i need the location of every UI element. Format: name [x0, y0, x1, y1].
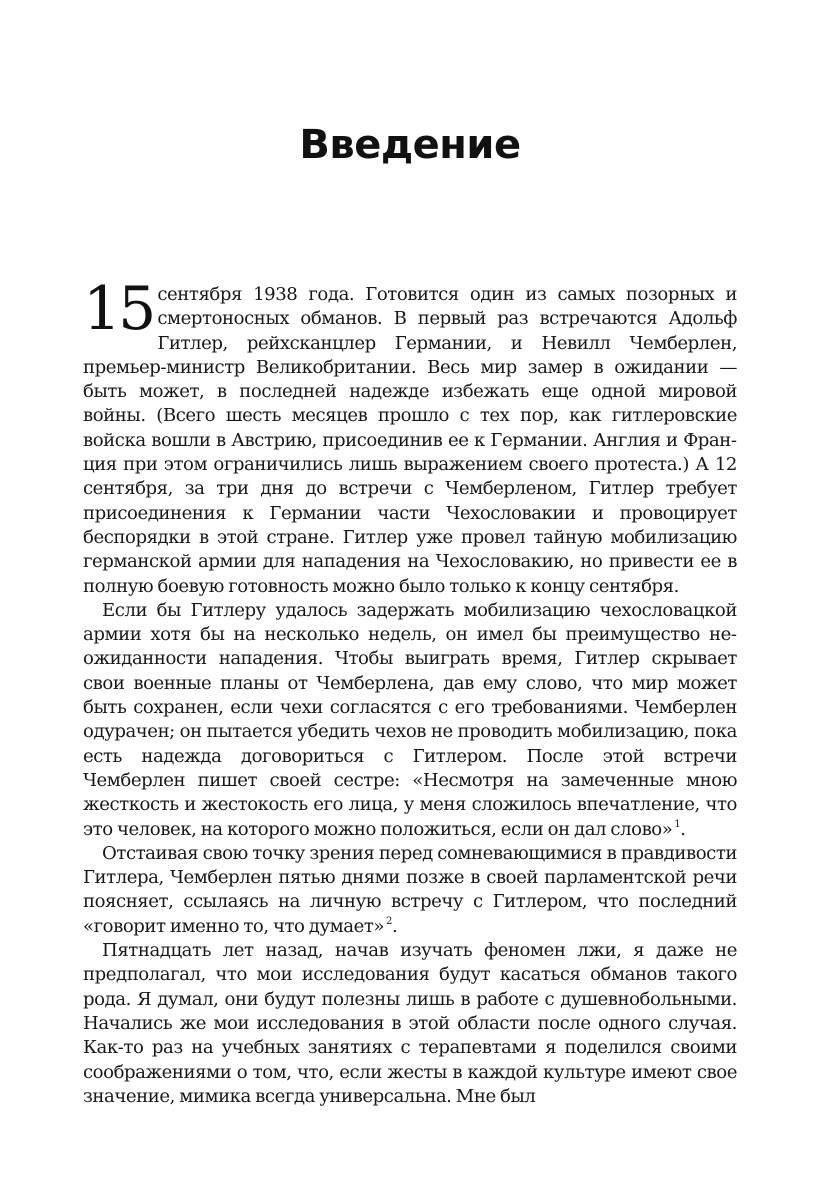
body-text [83, 274, 737, 1109]
paragraph [83, 939, 737, 1109]
paragraph-tail: . [391, 915, 398, 937]
chapter-title: Введение [299, 122, 521, 168]
paragraph-text: Если бы Гитлеру удалось задержать мобилизацию чехословацкой армии хотя бы на несколько недель, он имел бы преимущество неожиданности нападения. Чтобы выиграть время, Гитлер скрывает свои военные планы от Чемберлена, дав ему слово, что мир может быть сохранен, если чехи согласятся с его требованиями. Чемберлен одурачен; он пытается убедить чехов не проводить мобилизацию, пока есть надежда договориться с Гитлером. После этой встречи Чемберлен пишет своей сестре: «Несмотря на замеченные мною жесткость и жестокость его лица, у меня сложилось впечатление, что это человек, на которого можно положиться, если он дал слово» [83, 599, 737, 840]
paragraph [83, 842, 737, 939]
paragraph-text: сентября 1938 года. Готовится один из самых позорных и смертоносных обманов. В первый раз встречаются Адольф Гитлер, рейхсканцлер Германии, и Невилл Чемберлен, премьер-министр Великобритании. Весь мир замер в ожидании — быть может, в последней надежде избежать еще одной мировой войны. (Всего шесть месяцев прошло с тех пор, как гитлеровские войска вошли в Австрию, присоединив ее к Германии. Англия и Франция при этом ограничились лишь выражением своего протеста.) А 12 сентября, за три дня до встречи с Чемберленом, Гитлер требует присоединения к Германии части Чехословакии и провоцирует беспорядки в этой стране. Гитлер уже провел тайную мобилизацию германской армии для нападения на Чехословакию, но привести ее в полную боевую готовность можно было только к концу сентября. [83, 284, 737, 597]
paragraph-text: Пятнадцать лет назад, начав изучать феномен лжи, я даже не предполагал, что мои исследования будут касаться обманов такого рода. Я думал, они будут полезны лишь в работе с душевнобольными. Начались же мои исследования в этой области после одного случая. Как-то раз на учебных занятиях с терапевтами я поделился своими соображениями о том, что, если жесты в каждой культуре имеют свое значение, мимика всегда универсальна. Мне был [83, 940, 737, 1107]
footnote-marker[interactable]: 1 [674, 818, 681, 830]
footnote-marker[interactable]: 2 [386, 915, 392, 927]
drop-cap: 15 [83, 274, 154, 344]
paragraph [83, 274, 737, 599]
paragraph-text: Отстаивая свою точку зрения перед сомневающимися в правдивости Гитлера, Чемберлен пятью днями позже в своей парламентской речи поясняет, ссылаясь на личную встречу с Гитлером, что последний «говорит именно то, что думает» [83, 842, 737, 937]
paragraph [83, 599, 737, 842]
paragraph-tail: . [680, 818, 686, 840]
